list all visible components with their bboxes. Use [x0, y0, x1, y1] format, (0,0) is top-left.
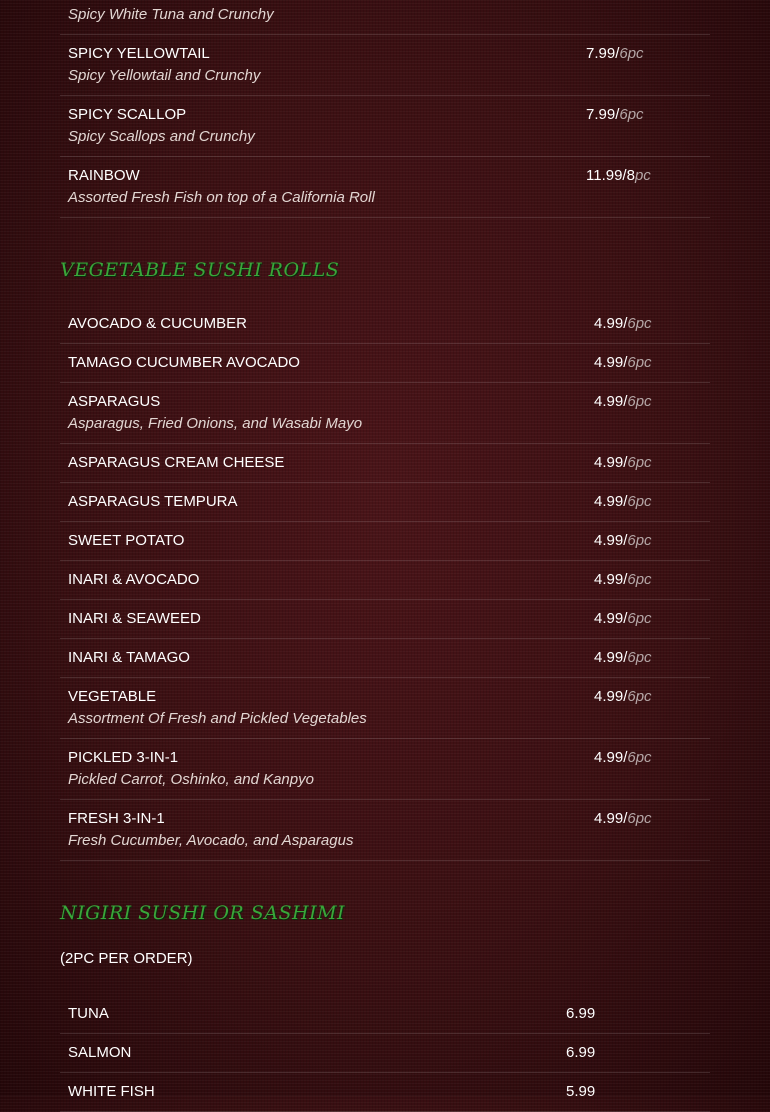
- item-name: INARI & AVOCADO: [68, 571, 200, 588]
- item-price: 4.99/6pc: [594, 393, 652, 410]
- item-price: 11.99/8pc: [586, 167, 651, 184]
- item-name: FRESH 3-IN-1: [68, 810, 165, 827]
- item-name: SALMON: [68, 1044, 132, 1061]
- item-price: 4.99/6pc: [594, 688, 652, 705]
- section-heading-nigiri: NIGIRI SUSHI OR SASHIMI: [60, 902, 346, 924]
- item-description: Assorted Fresh Fish on top of a California Roll: [68, 189, 375, 206]
- item-name: SPICY YELLOWTAIL: [68, 45, 210, 62]
- item-price: 5.99: [566, 1083, 596, 1100]
- menu-item-inari-tamago: [60, 639, 710, 678]
- item-price: 6.99: [566, 1005, 596, 1022]
- menu-item-asparagus-cream-cheese: [60, 444, 710, 483]
- menu-item-white-fish: [60, 1073, 710, 1112]
- menu-item-spicy-yellowtail: [60, 35, 710, 96]
- menu-item-asparagus-tempura: [60, 483, 710, 522]
- item-name: ASPARAGUS TEMPURA: [68, 493, 238, 510]
- menu-item-spicy-white-tuna: [60, 0, 710, 35]
- item-name: TAMAGO CUCUMBER AVOCADO: [68, 354, 300, 371]
- item-description: Fresh Cucumber, Avocado, and Asparagus: [68, 832, 354, 849]
- menu-item-rainbow: [60, 157, 710, 218]
- item-description: Spicy Scallops and Crunchy: [68, 128, 255, 145]
- menu-item-sweet-potato: [60, 522, 710, 561]
- item-price: 7.99/6pc: [586, 106, 644, 123]
- menu-item-avocado-cucumber: [60, 305, 710, 344]
- menu-item-inari-seaweed: [60, 600, 710, 639]
- item-description: Pickled Carrot, Oshinko, and Kanpyo: [68, 771, 314, 788]
- item-price: 4.99/6pc: [594, 810, 652, 827]
- item-price: 4.99/6pc: [594, 315, 652, 332]
- menu-item-vegetable: [60, 678, 710, 739]
- item-name: AVOCADO & CUCUMBER: [68, 315, 247, 332]
- item-price: 6.99: [566, 1044, 596, 1061]
- item-description: Spicy Yellowtail and Crunchy: [68, 67, 261, 84]
- item-price: 4.99/6pc: [594, 354, 652, 371]
- menu-item-inari-avocado: [60, 561, 710, 600]
- menu-item-fresh-3-in-1: [60, 800, 710, 861]
- menu-item-spicy-scallop: [60, 96, 710, 157]
- item-price: 4.99/6pc: [594, 649, 652, 666]
- item-price: 4.99/6pc: [594, 454, 652, 471]
- menu-item-tuna: [60, 995, 710, 1034]
- item-description: Asparagus, Fried Onions, and Wasabi Mayo: [68, 415, 363, 432]
- item-name: ASPARAGUS: [68, 393, 161, 410]
- item-name: INARI & TAMAGO: [68, 649, 190, 666]
- special-rolls-section: [60, 0, 710, 218]
- menu-item-tamago-cucumber-avocado: [60, 344, 710, 383]
- item-price: 4.99/6pc: [594, 610, 652, 627]
- item-name: VEGETABLE: [68, 688, 157, 705]
- item-name: SPICY SCALLOP: [68, 106, 187, 123]
- item-description: Spicy White Tuna and Crunchy: [68, 6, 274, 23]
- item-description: Assortment Of Fresh and Pickled Vegetables: [68, 710, 367, 727]
- vegetable-rolls-section: [60, 305, 710, 861]
- section-heading-vegetable-rolls: VEGETABLE SUSHI ROLLS: [60, 259, 340, 281]
- menu-item-asparagus: [60, 383, 710, 444]
- nigiri-order-note: (2PC PER ORDER): [60, 950, 193, 967]
- item-name: PICKLED 3-IN-1: [68, 749, 179, 766]
- menu-item-pickled-3-in-1: [60, 739, 710, 800]
- item-price: 4.99/6pc: [594, 493, 652, 510]
- item-price: 4.99/6pc: [594, 749, 652, 766]
- item-price: 4.99/6pc: [594, 532, 652, 549]
- menu-item-salmon: [60, 1034, 710, 1073]
- item-price: 7.99/6pc: [586, 45, 644, 62]
- nigiri-section: [60, 995, 710, 1112]
- item-name: WHITE FISH: [68, 1083, 155, 1100]
- item-name: SWEET POTATO: [68, 532, 185, 549]
- item-price: 4.99/6pc: [594, 571, 652, 588]
- item-name: TUNA: [68, 1005, 109, 1022]
- item-name: RAINBOW: [68, 167, 140, 184]
- item-name: INARI & SEAWEED: [68, 610, 201, 627]
- item-name: ASPARAGUS CREAM CHEESE: [68, 454, 285, 471]
